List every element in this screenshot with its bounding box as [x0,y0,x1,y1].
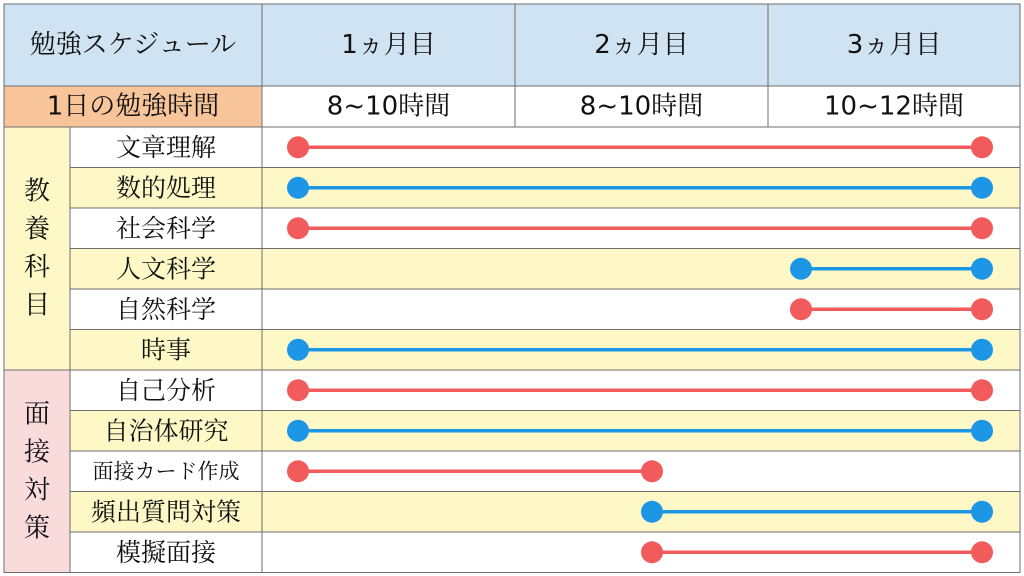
group-label-char: 面 [23,399,51,430]
task-start-dot [287,177,309,199]
task-start-dot [790,298,812,320]
task-label: 時事 [140,335,192,365]
group-label-char: 接 [23,437,51,468]
task-start-dot [287,217,309,239]
task-end-dot [971,501,993,523]
task-end-dot [971,339,993,361]
task-label: 自己分析 [115,375,217,405]
task-end-dot [971,541,993,563]
task-start-dot [287,460,309,482]
month-header-3: 3ヵ月目 [846,30,942,60]
daily-hours-label: 1日の勉強時間 [46,91,220,122]
task-label: 頻出質問対策 [90,497,242,527]
task-end-dot [971,420,993,442]
task-label: 自治体研究 [103,416,229,446]
group-label-bg [4,127,70,370]
task-start-dot [287,339,309,361]
task-end-dot [971,298,993,320]
task-start-dot [287,136,309,158]
task-label: 人文科学 [115,254,217,284]
task-label: 社会科学 [115,213,217,243]
group-label-char: 科 [23,252,51,283]
task-start-dot [287,420,309,442]
task-label: 模擬面接 [115,537,217,567]
task-end-dot [641,460,663,482]
task-start-dot [641,541,663,563]
group-label-char: 目 [23,290,51,321]
task-end-dot [971,136,993,158]
task-end-dot [971,217,993,239]
schedule-title: 勉強スケジュール [29,30,237,60]
daily-hours-value-1: 8~10時間 [326,91,451,122]
month-header-1: 1ヵ月目 [341,30,436,60]
group-label-char: 養 [23,214,51,245]
task-label: 文章理解 [115,132,217,162]
task-label: 数的処理 [115,173,217,203]
task-start-dot [287,379,309,401]
month-header-2: 2ヵ月目 [594,30,689,60]
group-label-char: 教 [23,176,51,207]
task-start-dot [641,501,663,523]
task-label: 面接カード作成 [92,459,240,484]
task-end-dot [971,379,993,401]
task-end-dot [971,258,993,280]
daily-hours-value-3: 10~12時間 [824,91,964,122]
group-label-char: 対 [23,475,51,506]
daily-hours-value-2: 8~10時間 [579,91,704,122]
group-label-char: 策 [23,513,51,544]
task-start-dot [790,258,812,280]
task-label: 自然科学 [115,294,217,324]
task-end-dot [971,177,993,199]
